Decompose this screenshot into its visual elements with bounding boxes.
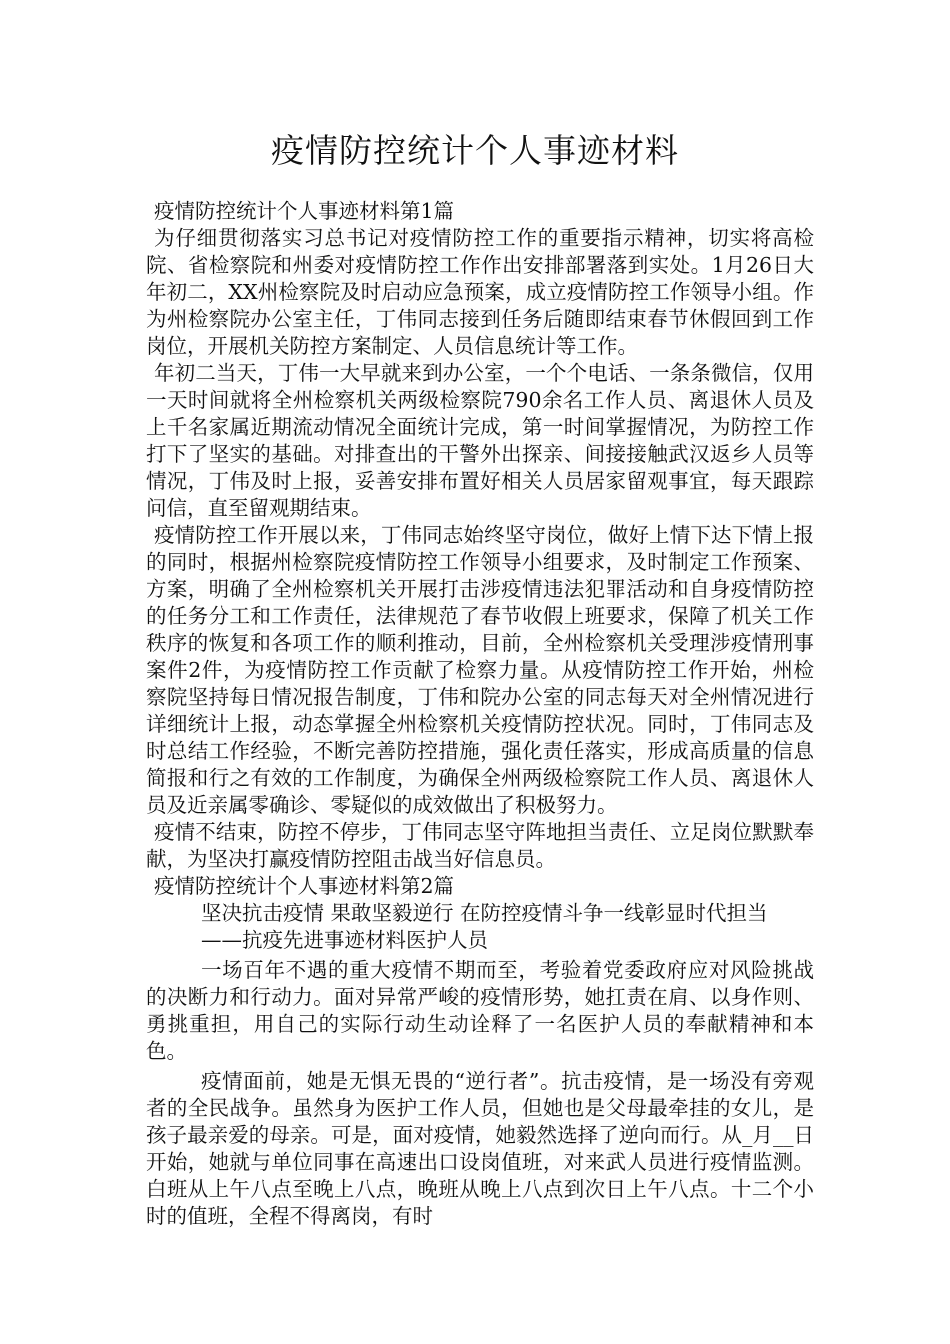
article-headline: 坚决抗击疫情 果敢坚毅逆行 在防控疫情斗争一线彰显时代担当 xyxy=(201,901,768,925)
paragraph: 疫情不结束，防控不停步，丁伟同志坚守阵地担当责任、立足岗位默默奉献，为坚决打赢疫情防控阻击战当好信息员。 xyxy=(146,820,814,871)
paragraph: 年初二当天，丁伟一大早就来到办公室，一个个电话、一条条微信，仅用一天时间就将全州检察机关两级检察院790余名工作人员、离退休人员及上千名家属近期流动情况全面统计完成，第一时间掌握情况，为防控工作打下了坚实的基础。对排查出的干警外出探亲、间接接触武汉返乡人员等情况，丁伟及时上报，妥善安排布置好相关人员居家留观事宜，每天跟踪问信，直至留观期结束。 xyxy=(146,361,814,520)
paragraph: 为仔细贯彻落实习总书记对疫情防控工作的重要指示精神，切实将高检院、省检察院和州委对疫情防控工作作出安排部署落到实处。1月26日大年初二，XX州检察院及时启动应急预案，成立疫情防控工作领导小组。作为州检察院办公室主任，丁伟同志接到任务后随即结束春节休假回到工作岗位，开展机关防控方案制定、人员信息统计等工作。 xyxy=(146,226,814,358)
paragraph: 一场百年不遇的重大疫情不期而至，考验着党委政府应对风险挑战的决断力和行动力。面对异常严峻的疫情形势，她扛责在肩、以身作则、勇挑重担，用自己的实际行动生动诠释了一名医护人员的奉献精神和本色。 xyxy=(146,958,814,1063)
paragraph: 疫情面前，她是无惧无畏的“逆行者”。抗击疫情，是一场没有旁观者的全民战争。虽然身为医护工作人员，但她也是父母最牵挂的女儿，是孩子最亲爱的母亲。可是，面对疫情，她毅然选择了逆向而行。从_月__日开始，她就与单位同事在高速出口设岗值班，对来武人员进行疫情监测。白班从上午八点至晚上八点，晚班从晚上八点到次日上午八点。十二个小时的值班，全程不得离岗，有时 xyxy=(146,1069,814,1228)
paragraph: 疫情防控工作开展以来，丁伟同志始终坚守岗位，做好上情下达下情上报的同时，根据州检察院疫情防控工作领导小组要求，及时制定工作预案、方案，明确了全州检察机关开展打击涉疫情违法犯罪活动和自身疫情防控的任务分工和工作责任，法律规范了春节收假上班要求，保障了机关工作秩序的恢复和各项工作的顺利推动，目前，全州检察机关受理涉疫情刑事案件2件，为疫情防控工作贡献了检察力量。从疫情防控工作开始，州检察院坚持每日情况报告制度，丁伟和院办公室的同志每天对全州情况进行详细统计上报，动态掌握全州检察机关疫情防控状况。同时，丁伟同志及时总结工作经验，不断完善防控措施，强化责任落实，形成高质量的信息简报和行之有效的工作制度，为确保全州两级检察院工作人员、离退休人员及近亲属零确诊、零疑似的成效做出了积极努力。 xyxy=(146,523,814,817)
document-body xyxy=(146,198,814,1230)
article-subtitle: ——抗疫先进事迹材料医护人员 xyxy=(201,928,488,952)
section-heading: 疫情防控统计个人事迹材料第2篇 xyxy=(154,874,455,898)
section-heading: 疫情防控统计个人事迹材料第1篇 xyxy=(154,199,455,223)
document-title: 疫情防控统计个人事迹材料 xyxy=(271,131,679,170)
